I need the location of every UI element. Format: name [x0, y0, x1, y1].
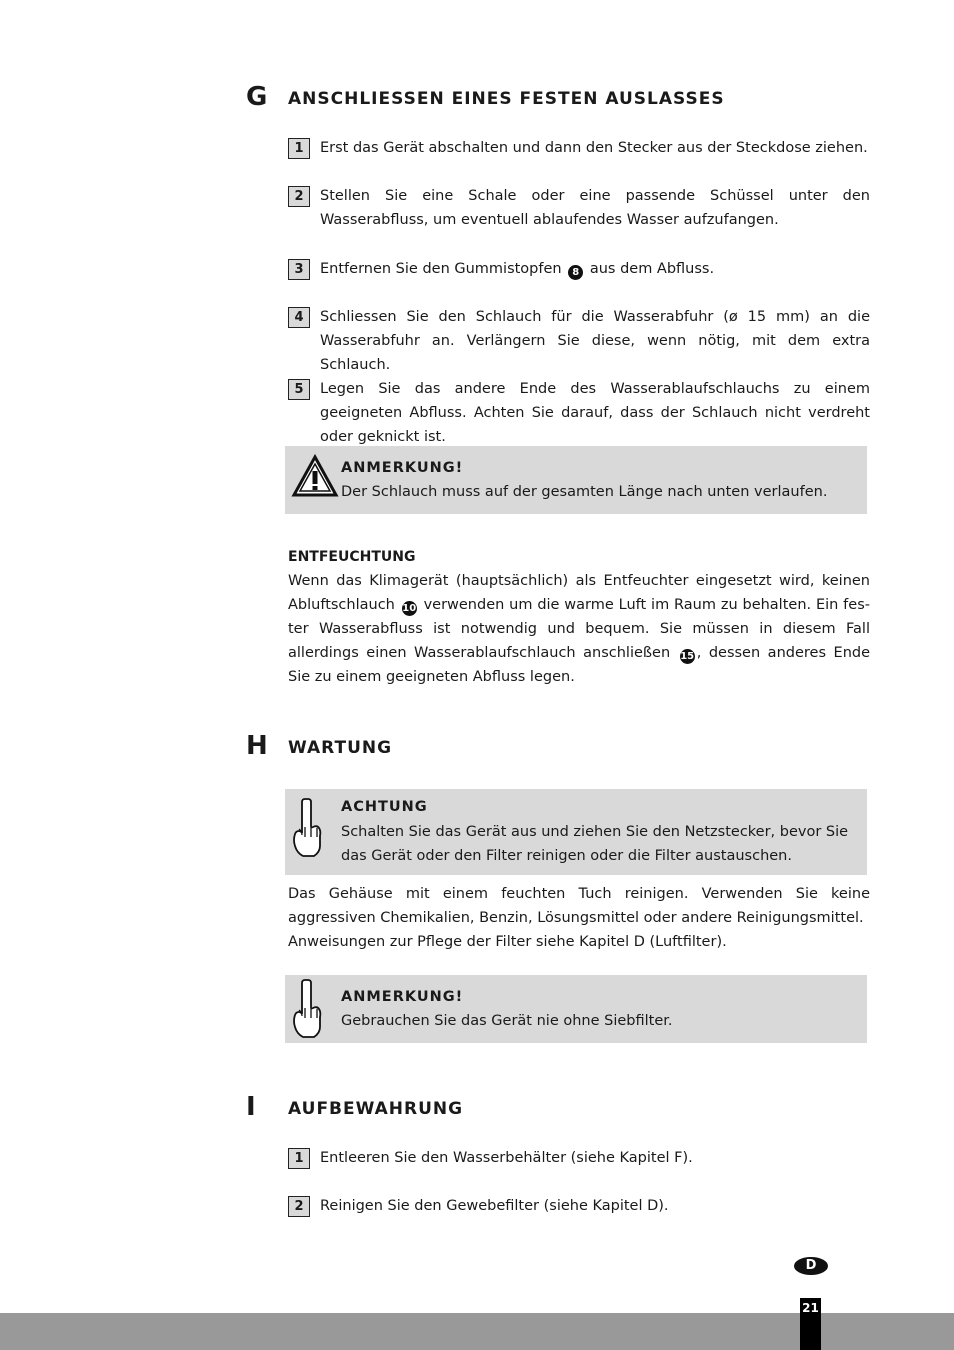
pointing-hand-icon — [291, 797, 325, 863]
paragraph-line: Anweisungen zur Pflege der Filter siehe Kapitel D (Luftfilter). — [288, 934, 727, 950]
reference-number-badge: 8 — [568, 265, 583, 280]
warning-triangle-icon — [291, 454, 339, 502]
language-badge: D — [794, 1257, 828, 1275]
section-letter-h: H — [246, 731, 268, 761]
section-title-g: ANSCHLIESSEN EINES FESTEN AUSLASSES — [288, 89, 725, 109]
caution-box — [285, 789, 867, 875]
paragraph-part: , dessen anderes Ende Sie zu einem geeigneten Abfluss legen. — [288, 645, 871, 685]
step-number: 5 — [288, 379, 310, 400]
paragraph-part: Wenn das Klimagerät (hauptsächlich) als Entfeuchter eingesetzt wird, keinen Abluftschlauch — [288, 573, 870, 613]
note-text: Schalten Sie das Gerät aus und ziehen Sie den Netzstecker, bevor Sie das Gerät oder den Filter reinigen oder die Filter austauschen. — [341, 824, 849, 864]
step-number: 4 — [288, 307, 310, 328]
note-box — [285, 446, 867, 514]
step-number: 2 — [288, 1196, 310, 1217]
note-heading: ANMERKUNG! — [341, 989, 464, 1005]
section-title-h: WARTUNG — [288, 738, 393, 758]
subsection-heading: ENTFEUCHTUNG — [288, 549, 416, 565]
note-text: Gebrauchen Sie das Gerät nie ohne Siebfilter. — [341, 1013, 673, 1029]
section-title-i: AUFBEWAHRUNG — [288, 1099, 464, 1119]
step-number: 1 — [288, 1148, 310, 1169]
step-text-part: Entfernen Sie den Gummistopfen — [320, 261, 562, 277]
reference-number-badge: 10 — [402, 603, 417, 614]
paragraph-line: Das Gehäuse mit einem feuchten Tuch reinigen. Verwenden Sie keine aggressiven Chemikalien, Benzin, Lösungsmittel oder andere Reinigungsmittel. — [288, 886, 870, 926]
step-text: Stellen Sie eine Schale oder eine passende Schüssel unter den Wasserabfluss, um eventuell ablaufendes Wasser aufzufangen. — [320, 188, 870, 228]
step-text-part: aus dem Abfluss. — [589, 261, 715, 277]
note-heading: ACHTUNG — [341, 799, 428, 815]
step-text: Reinigen Sie den Gewebefilter (siehe Kapitel D). — [320, 1198, 669, 1214]
paragraph-part: verwenden um die warme Luft im Raum zu behalten. Ein fes-ter Wasserabfluss ist notwendig und bequem. Sie müssen in diesem Fall allerdings einen Wasserablaufschlauch anschließen — [288, 597, 870, 661]
note-text: Der Schlauch muss auf der gesamten Länge nach unten verlaufen. — [341, 484, 828, 500]
step-number: 2 — [288, 186, 310, 207]
step-number: 1 — [288, 138, 310, 159]
note-heading: ANMERKUNG! — [341, 460, 464, 476]
subsection-paragraph — [288, 569, 870, 689]
section-letter-g: G — [246, 82, 268, 112]
pointing-hand-icon — [291, 978, 325, 1044]
step-number: 3 — [288, 259, 310, 280]
step-text — [320, 257, 870, 281]
maintenance-paragraph — [288, 882, 870, 954]
reference-number-badge: 15 — [680, 651, 695, 662]
step-text: Schliessen Sie den Schlauch für die Wasserabfuhr (ø 15 mm) an die Wasserabfuhr an. Verlängern Sie diese, wenn nötig, mit dem extra Schlauch. — [320, 309, 870, 373]
step-text: Entleeren Sie den Wasserbehälter (siehe Kapitel F). — [320, 1150, 693, 1166]
section-letter-i: I — [246, 1092, 256, 1122]
step-text: Legen Sie das andere Ende des Wasserablaufschlauchs zu einem geeigneten Abfluss. Achten Sie darauf, dass der Schlauch nicht verdreht oder geknickt ist. — [320, 381, 870, 445]
step-text: Erst das Gerät abschalten und dann den Stecker aus der Steckdose ziehen. — [320, 140, 868, 156]
note-box — [285, 975, 867, 1043]
page-number: 21 — [800, 1298, 821, 1350]
